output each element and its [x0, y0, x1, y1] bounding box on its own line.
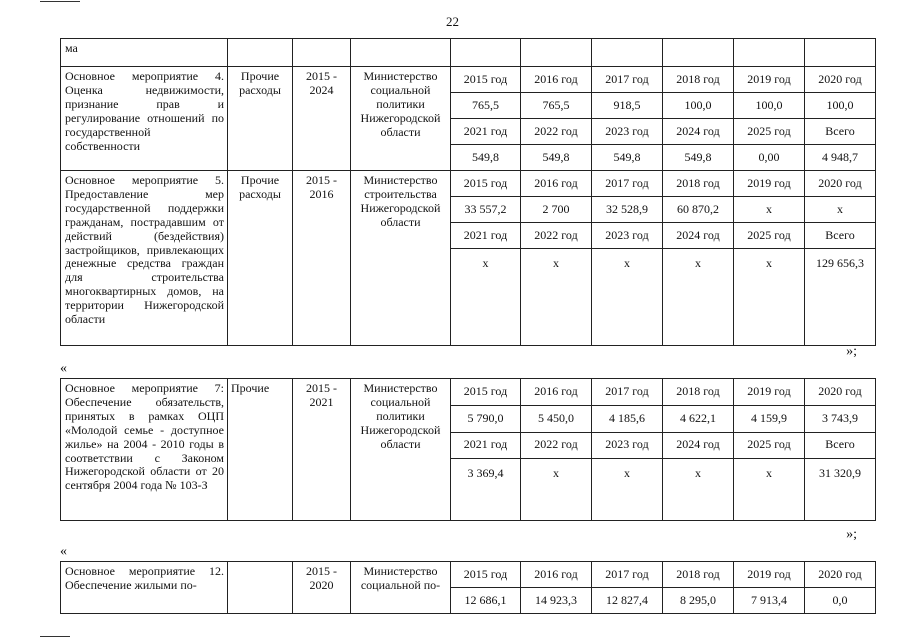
value-cell: 100,0: [734, 93, 805, 119]
value-cell: 5 790,0: [451, 405, 521, 432]
year-cell: 2016 год: [521, 562, 592, 588]
continuation-text: ма: [61, 39, 228, 67]
measures-table-3: [60, 561, 876, 614]
value-cell: x: [734, 197, 805, 223]
measure-7-name: Основное мероприятие 7: Обеспечение обязательств, принятых в рамках ОЦП «Молодой семье - доступное жилье» на 2004 - 2010 годы в соответствии с Законом Нижегородской области от 20 сентября 2004 года № 103-З: [61, 379, 228, 521]
close-quote-2: »;: [846, 527, 857, 542]
year-cell: 2018 год: [663, 379, 734, 406]
value-cell: 0,00: [734, 145, 805, 171]
year-cell: 2023 год: [592, 223, 663, 249]
year-cell: 2016 год: [521, 379, 592, 406]
year-cell: 2019 год: [734, 379, 805, 406]
value-cell: 32 528,9: [592, 197, 663, 223]
year-cell: 2021 год: [451, 223, 521, 249]
close-quote-1: »;: [846, 344, 857, 359]
value-cell: 3 743,9: [805, 405, 876, 432]
year-cell: 2022 год: [521, 432, 592, 459]
year-cell: 2020 год: [805, 67, 876, 93]
top-rule: [40, 1, 80, 2]
year-cell: 2015 год: [451, 562, 521, 588]
year-cell: 2016 год: [521, 171, 592, 197]
value-cell: 60 870,2: [663, 197, 734, 223]
year-cell: 2015 год: [451, 67, 521, 93]
year-cell: 2015 год: [451, 379, 521, 406]
value-cell: 549,8: [592, 145, 663, 171]
continuation-row: [61, 39, 876, 67]
open-quote-2: «: [60, 544, 67, 559]
measures-table-1: [60, 38, 876, 346]
year-cell: 2017 год: [592, 171, 663, 197]
measure-12-executor: Министерство социальной по-: [351, 562, 451, 614]
value-cell: x: [663, 249, 734, 346]
value-cell: x: [734, 249, 805, 346]
measure-12-period: 2015 - 2020: [293, 562, 351, 614]
year-cell: 2022 год: [521, 223, 592, 249]
value-cell: 12 827,4: [592, 588, 663, 614]
value-cell: 12 686,1: [451, 588, 521, 614]
measure-12-name: Основное мероприятие 12. Обеспечение жилыми по-: [61, 562, 228, 614]
value-cell: 5 450,0: [521, 405, 592, 432]
year-cell: 2017 год: [592, 562, 663, 588]
year-cell: 2024 год: [663, 223, 734, 249]
value-cell: 7 913,4: [734, 588, 805, 614]
year-cell: 2015 год: [451, 171, 521, 197]
value-cell: 549,8: [663, 145, 734, 171]
value-cell: 8 295,0: [663, 588, 734, 614]
value-cell: 100,0: [805, 93, 876, 119]
year-cell: 2017 год: [592, 67, 663, 93]
value-cell: x: [592, 459, 663, 521]
value-cell: 4 622,1: [663, 405, 734, 432]
year-cell: 2016 год: [521, 67, 592, 93]
value-cell: 549,8: [521, 145, 592, 171]
measure-5-expense: Прочие расходы: [228, 171, 293, 346]
measure-5-executor: Министерство строительства Нижегородской области: [351, 171, 451, 346]
year-cell: Всего: [805, 432, 876, 459]
value-cell: 14 923,3: [521, 588, 592, 614]
year-cell: Всего: [805, 223, 876, 249]
value-cell: 0,0: [805, 588, 876, 614]
year-cell: 2022 год: [521, 119, 592, 145]
value-cell: 33 557,2: [451, 197, 521, 223]
value-cell: 4 159,9: [734, 405, 805, 432]
measure-5-name: Основное мероприятие 5. Предоставление мер государственной поддержки гражданам, пострадавшим от действий (бездействия) застройщиков, привлекающих денежные средства граждан для строительства многоквартирных домов, на территории Нижегородской области: [61, 171, 228, 346]
year-cell: 2023 год: [592, 432, 663, 459]
year-cell: 2025 год: [734, 432, 805, 459]
year-cell: 2025 год: [734, 119, 805, 145]
value-cell: 31 320,9: [805, 459, 876, 521]
measures-table-2: [60, 378, 876, 521]
year-cell: 2020 год: [805, 562, 876, 588]
year-cell: 2019 год: [734, 171, 805, 197]
value-cell: 2 700: [521, 197, 592, 223]
value-cell: 918,5: [592, 93, 663, 119]
measure-7-period: 2015 - 2021: [293, 379, 351, 521]
value-cell: x: [734, 459, 805, 521]
measure-7-expense: Прочие: [228, 379, 293, 521]
year-cell: 2025 год: [734, 223, 805, 249]
measure-4-expense: Прочие расходы: [228, 67, 293, 171]
year-cell: 2024 год: [663, 119, 734, 145]
year-cell: 2021 год: [451, 432, 521, 459]
value-cell: x: [451, 249, 521, 346]
year-cell: 2020 год: [805, 379, 876, 406]
measure-7-executor: Министерство социальной политики Нижегородской области: [351, 379, 451, 521]
value-cell: x: [521, 459, 592, 521]
measure-12-years-row-1: [61, 562, 876, 588]
value-cell: 549,8: [451, 145, 521, 171]
year-cell: 2018 год: [663, 67, 734, 93]
measure-12-expense: [228, 562, 293, 614]
year-cell: 2024 год: [663, 432, 734, 459]
measure-4-years-row-1: [61, 67, 876, 93]
year-cell: 2019 год: [734, 67, 805, 93]
value-cell: 3 369,4: [451, 459, 521, 521]
value-cell: x: [592, 249, 663, 346]
value-cell: 4 948,7: [805, 145, 876, 171]
page-number: 22: [446, 14, 459, 29]
value-cell: 100,0: [663, 93, 734, 119]
year-cell: 2017 год: [592, 379, 663, 406]
value-cell: x: [521, 249, 592, 346]
measure-7-years-row-1: [61, 379, 876, 406]
year-cell: Всего: [805, 119, 876, 145]
value-cell: 4 185,6: [592, 405, 663, 432]
value-cell: 765,5: [451, 93, 521, 119]
measure-4-period: 2015 - 2024: [293, 67, 351, 171]
measure-4-executor: Министерство социальной политики Нижегородской области: [351, 67, 451, 171]
value-cell: x: [663, 459, 734, 521]
year-cell: 2023 год: [592, 119, 663, 145]
year-cell: 2021 год: [451, 119, 521, 145]
year-cell: 2020 год: [805, 171, 876, 197]
year-cell: 2019 год: [734, 562, 805, 588]
measure-5-period: 2015 - 2016: [293, 171, 351, 346]
year-cell: 2018 год: [663, 562, 734, 588]
bottom-rule: [40, 636, 70, 637]
value-cell: 129 656,3: [805, 249, 876, 346]
value-cell: x: [805, 197, 876, 223]
measure-5-years-row-1: [61, 171, 876, 197]
measure-4-name: Основное мероприятие 4. Оценка недвижимости, признание прав и регулирование отношений по государственной собственности: [61, 67, 228, 171]
year-cell: 2018 год: [663, 171, 734, 197]
value-cell: 765,5: [521, 93, 592, 119]
open-quote-1: «: [60, 361, 67, 376]
